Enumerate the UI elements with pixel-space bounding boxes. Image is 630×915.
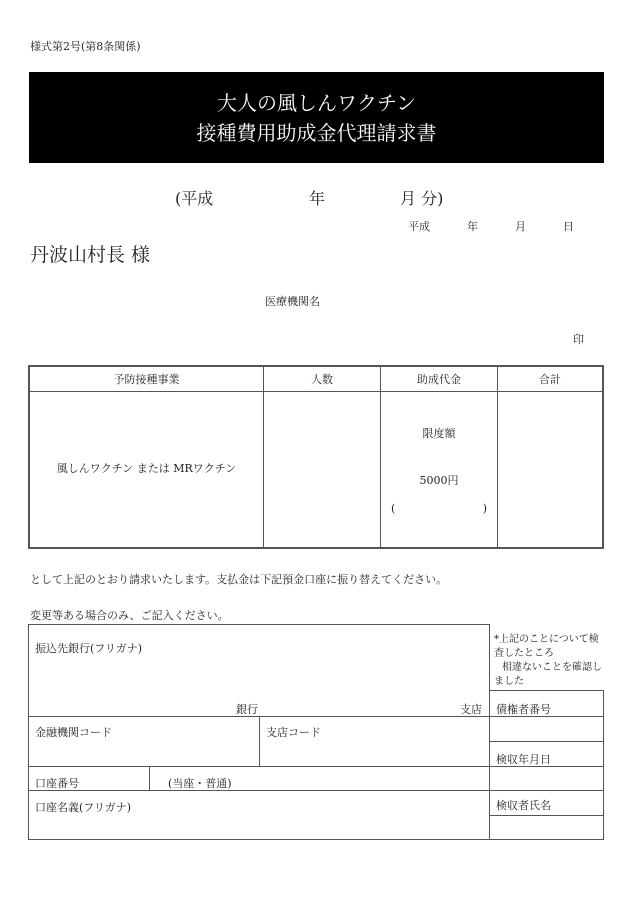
account-type-label: (当座・普通) xyxy=(168,777,232,790)
bank-label: 振込先銀行(フリガナ) xyxy=(35,642,143,655)
period-era: (平成 xyxy=(175,189,214,208)
title-line2: 接種費用助成金代理請求書 xyxy=(196,120,437,145)
account-number-label: 口座番号 xyxy=(35,777,79,790)
seal-mark: 印 xyxy=(573,333,584,346)
verify-note-3: 相違ないことを確認し xyxy=(502,662,602,673)
creditor-number-label: 債権者番号 xyxy=(496,703,551,716)
date-day: 日 xyxy=(563,220,574,233)
total-cell[interactable] xyxy=(498,392,604,549)
paren-open: ( xyxy=(391,502,396,515)
date-era: 平成 xyxy=(408,220,430,233)
period-year: 年 xyxy=(309,189,326,208)
header-subsidy: 助成代金 xyxy=(381,366,498,392)
receiver-name-field[interactable] xyxy=(489,815,604,840)
account-name-field[interactable] xyxy=(28,790,490,840)
branch-code-label: 支店コード xyxy=(266,726,321,739)
verify-note-2: 査したところ xyxy=(494,648,554,659)
header-count: 人数 xyxy=(264,366,381,392)
count-cell[interactable] xyxy=(264,392,381,549)
request-text: として上記のとおり請求いたします。支払金は下記預金口座に振り替えてください。 xyxy=(30,573,448,586)
paren-close: ) xyxy=(482,502,487,515)
title-banner xyxy=(29,72,604,163)
verify-note-1: *上記のことについて検 xyxy=(494,634,599,645)
header-total: 合計 xyxy=(498,366,604,392)
change-note: 変更等ある場合のみ、ご記入ください。 xyxy=(30,609,229,622)
branch-suffix: 支店 xyxy=(460,703,482,716)
receiver-name-label: 検収者氏名 xyxy=(496,799,551,812)
verify-note-4: ました xyxy=(494,676,524,687)
limit-label: 限度額 xyxy=(422,427,456,440)
date-month: 月 xyxy=(515,220,526,233)
received-date-label: 検収年月日 xyxy=(496,753,551,766)
bank-name-field[interactable] xyxy=(28,624,490,717)
institution-code-label: 金融機関コード xyxy=(35,726,112,739)
bank-suffix: 銀行 xyxy=(236,703,258,716)
claim-table xyxy=(28,365,604,549)
creditor-number-field[interactable] xyxy=(489,716,604,742)
program-cell xyxy=(29,392,264,549)
limit-amount: 5000円 xyxy=(419,474,459,487)
bank-grid xyxy=(28,624,604,840)
received-date-field[interactable] xyxy=(489,766,604,791)
period-month: 月 分) xyxy=(400,189,444,208)
date-year: 年 xyxy=(467,220,478,233)
program-name: 風しんワクチン または MRワクチン xyxy=(56,462,237,475)
institution-label: 医療機関名 xyxy=(265,295,320,308)
header-program: 予防接種事業 xyxy=(29,366,264,392)
form-number: 様式第2号(第8条関係) xyxy=(30,40,141,53)
addressee: 丹波山村長 様 xyxy=(30,244,151,266)
title-line1: 大人の風しんワクチン xyxy=(217,90,416,115)
subsidy-cell xyxy=(381,392,498,549)
account-name-label: 口座名義(フリガナ) xyxy=(35,801,132,814)
